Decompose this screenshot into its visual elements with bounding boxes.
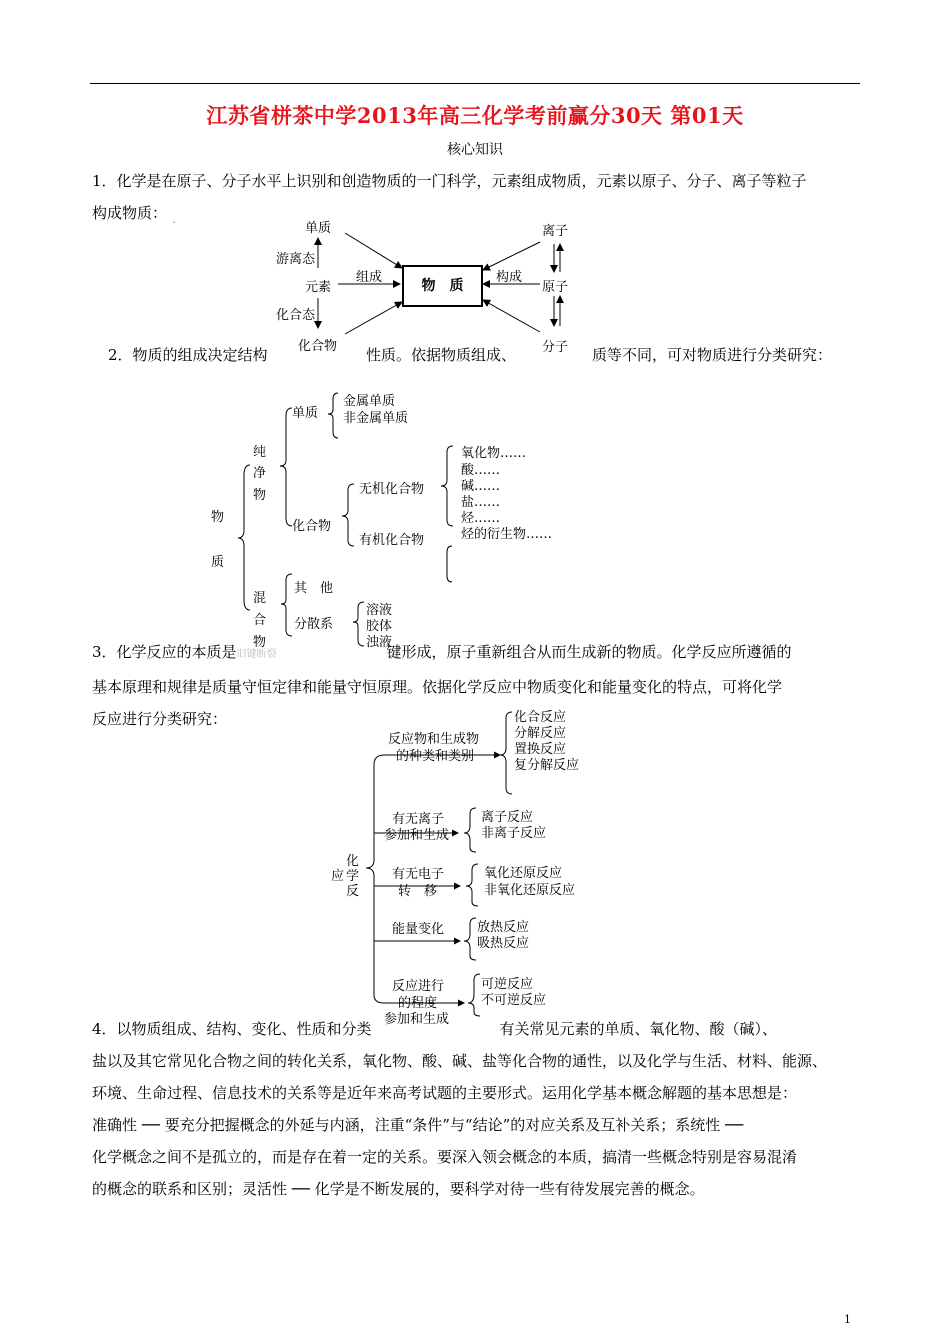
label-atom: 原子 bbox=[542, 280, 569, 295]
tree3-g1-item-3: 置换反应 bbox=[514, 742, 567, 757]
tree3-g2-item-1: 离子反应 bbox=[481, 810, 534, 825]
tree2-dispersion: 分散系 bbox=[294, 617, 334, 632]
tree2-mix-3: 物 bbox=[253, 635, 267, 650]
section-2-text-a: 2．物质的组成决定结构 bbox=[108, 346, 268, 364]
section-4 bbox=[92, 1013, 862, 1205]
label-combined-state: 化合态 bbox=[276, 308, 316, 323]
section-1-line-2: 构成物质： bbox=[92, 204, 168, 222]
tree3-g5-label-2: 的程度 bbox=[398, 996, 438, 1011]
section-3-hidden-text: 旧键断裂 bbox=[236, 649, 277, 660]
section-2-text-b: 性质。依据物质组成、 bbox=[366, 346, 517, 364]
label-ion: 离子 bbox=[542, 224, 569, 239]
tree3-g1-label-2: 的种类和类别 bbox=[396, 749, 475, 764]
tree3-g5-item-1: 可逆反应 bbox=[481, 977, 534, 992]
tree2-colloid: 胶体 bbox=[366, 619, 393, 634]
tree3-g4-item-1: 放热反应 bbox=[477, 920, 530, 935]
tree2-item-oxide: 氧化物…… bbox=[461, 446, 527, 461]
tree2-item-salt: 盐…… bbox=[461, 495, 501, 510]
tree2-item-hydrocarbon: 烃…… bbox=[461, 511, 501, 526]
label-free-state: 游离态 bbox=[276, 252, 316, 267]
label-element: 元素 bbox=[305, 280, 332, 295]
tree2-item-base: 碱…… bbox=[461, 479, 501, 494]
tree3-g2-item-2: 非离子反应 bbox=[481, 826, 547, 841]
section-4-line-1: 4．以物质组成、结构、变化、性质和分类 有关常见元素的单质、氧化物、酸（碱）、 bbox=[92, 1020, 778, 1038]
tree3-g1-label-1: 反应物和生成物 bbox=[388, 732, 480, 747]
tree3-g3-item-2: 非氧化还原反应 bbox=[484, 883, 576, 898]
tree3-g4-label: 能量变化 bbox=[392, 922, 445, 937]
tree2-mix-2: 合 bbox=[253, 613, 267, 628]
tree2-pure-2: 净 bbox=[253, 466, 267, 481]
page-number: 1 bbox=[844, 1313, 851, 1326]
tree2-pure-3: 物 bbox=[253, 488, 267, 503]
tree2-item-acid: 酸…… bbox=[461, 463, 501, 478]
section-3-line-3: 反应进行分类研究： bbox=[92, 710, 228, 728]
tree3-root-4: 反 bbox=[346, 884, 360, 899]
tree2-root-1: 物 bbox=[211, 510, 225, 525]
dot-mark: . bbox=[172, 212, 176, 226]
tree3-g2-label-1: 有无离子 bbox=[392, 812, 445, 827]
tree2-metal: 金属单质 bbox=[343, 394, 396, 409]
tree3-g3-label-1: 有无电子 bbox=[392, 867, 445, 882]
tree3-g1-item-2: 分解反应 bbox=[514, 726, 567, 741]
tree3-root-3: 学 bbox=[346, 869, 360, 884]
tree2-item-derivative: 烃的衍生物…… bbox=[461, 527, 553, 542]
tree3-g2-label-2: 参加和生成 bbox=[384, 828, 450, 843]
tree2-solution: 溶液 bbox=[366, 603, 393, 618]
tree3-g4-item-2: 吸热反应 bbox=[477, 936, 530, 951]
section-4-line-2: 盐以及其它常见化合物之间的转化关系，氧化物、酸、碱、盐等化合物的通性，以及化学与生活、材料、能源、 bbox=[92, 1052, 828, 1070]
tree2-inorganic: 无机化合物 bbox=[359, 482, 425, 497]
tree3-g3-item-1: 氧化还原反应 bbox=[484, 866, 563, 881]
section-4-line-6: 的概念的联系和区别；灵活性 ── 化学是不断发展的，要科学对待一些有待发展完善的概念。 bbox=[92, 1180, 705, 1198]
tree2-root-2: 质 bbox=[211, 555, 225, 570]
tree2-suspension: 浊液 bbox=[366, 635, 393, 650]
section-2-text-c: 质等不同，可对物质进行分类研究： bbox=[592, 346, 833, 364]
section-3-line-1: 3．化学反应的本质是旧键断裂 键形成，原子重新组合从而生成新的物质。化学反应所遵循的 bbox=[92, 636, 862, 671]
tree2-simple: 单质 bbox=[292, 406, 319, 421]
section-3-line-2: 基本原理和规律是质量守恒定律和能量守恒原理。依据化学反应中物质变化和能量变化的特点，可将化学 bbox=[92, 678, 783, 696]
tree2-organic: 有机化合物 bbox=[359, 533, 425, 548]
tree3-g5-label-1: 反应进行 bbox=[392, 979, 445, 994]
section-1-line-1: 1．化学是在原子、分子水平上识别和创造物质的一门科学，元素组成物质，元素以原子、分子、离子等粒子 bbox=[92, 172, 807, 190]
section-4-line-4: 准确性 ── 要充分把握概念的外延与内涵，注重“条件”与“结论”的对应关系及互补关系；系统性 ── bbox=[92, 1116, 744, 1134]
section-4-line-3: 环境、生命过程、信息技术的关系等是近年来高考试题的主要形式。运用化学基本概念解题的基本思想是： bbox=[92, 1084, 798, 1102]
tree2-pure-1: 纯 bbox=[253, 445, 267, 460]
label-construct: 构成 bbox=[496, 270, 523, 285]
tree3-root-2: 应 bbox=[331, 869, 345, 884]
label-element-simple: 单质 bbox=[305, 221, 332, 236]
tree3-root-1: 化 bbox=[346, 854, 360, 869]
label-compose: 组成 bbox=[356, 270, 383, 285]
page-subtitle: 核心知识 bbox=[447, 142, 503, 158]
tree2-compound: 化合物 bbox=[292, 519, 332, 534]
tree3-g5-label-3: 参加和生成 bbox=[384, 1012, 450, 1027]
tree3-g1-item-1: 化合反应 bbox=[514, 710, 567, 725]
label-molecule: 分子 bbox=[542, 340, 569, 355]
substance-box: 物 质 bbox=[402, 265, 483, 307]
tree3-g3-label-2: 转 移 bbox=[398, 884, 438, 899]
tree2-nonmetal: 非金属单质 bbox=[343, 411, 409, 426]
tree3-g5-item-2: 不可逆反应 bbox=[481, 993, 547, 1008]
page-title: 江苏省栟茶中学2013年高三化学考前赢分30天 第01天 bbox=[206, 103, 744, 128]
tree2-other: 其 他 bbox=[294, 581, 334, 596]
tree3-g1-item-4: 复分解反应 bbox=[514, 758, 580, 773]
label-compound: 化合物 bbox=[298, 339, 338, 354]
section-4-line-5: 化学概念之间不是孤立的，而是存在着一定的关系。要深入领会概念的本质，搞清一些概念特别是容易混淆 bbox=[92, 1148, 798, 1166]
tree2-mix-1: 混 bbox=[253, 591, 267, 606]
